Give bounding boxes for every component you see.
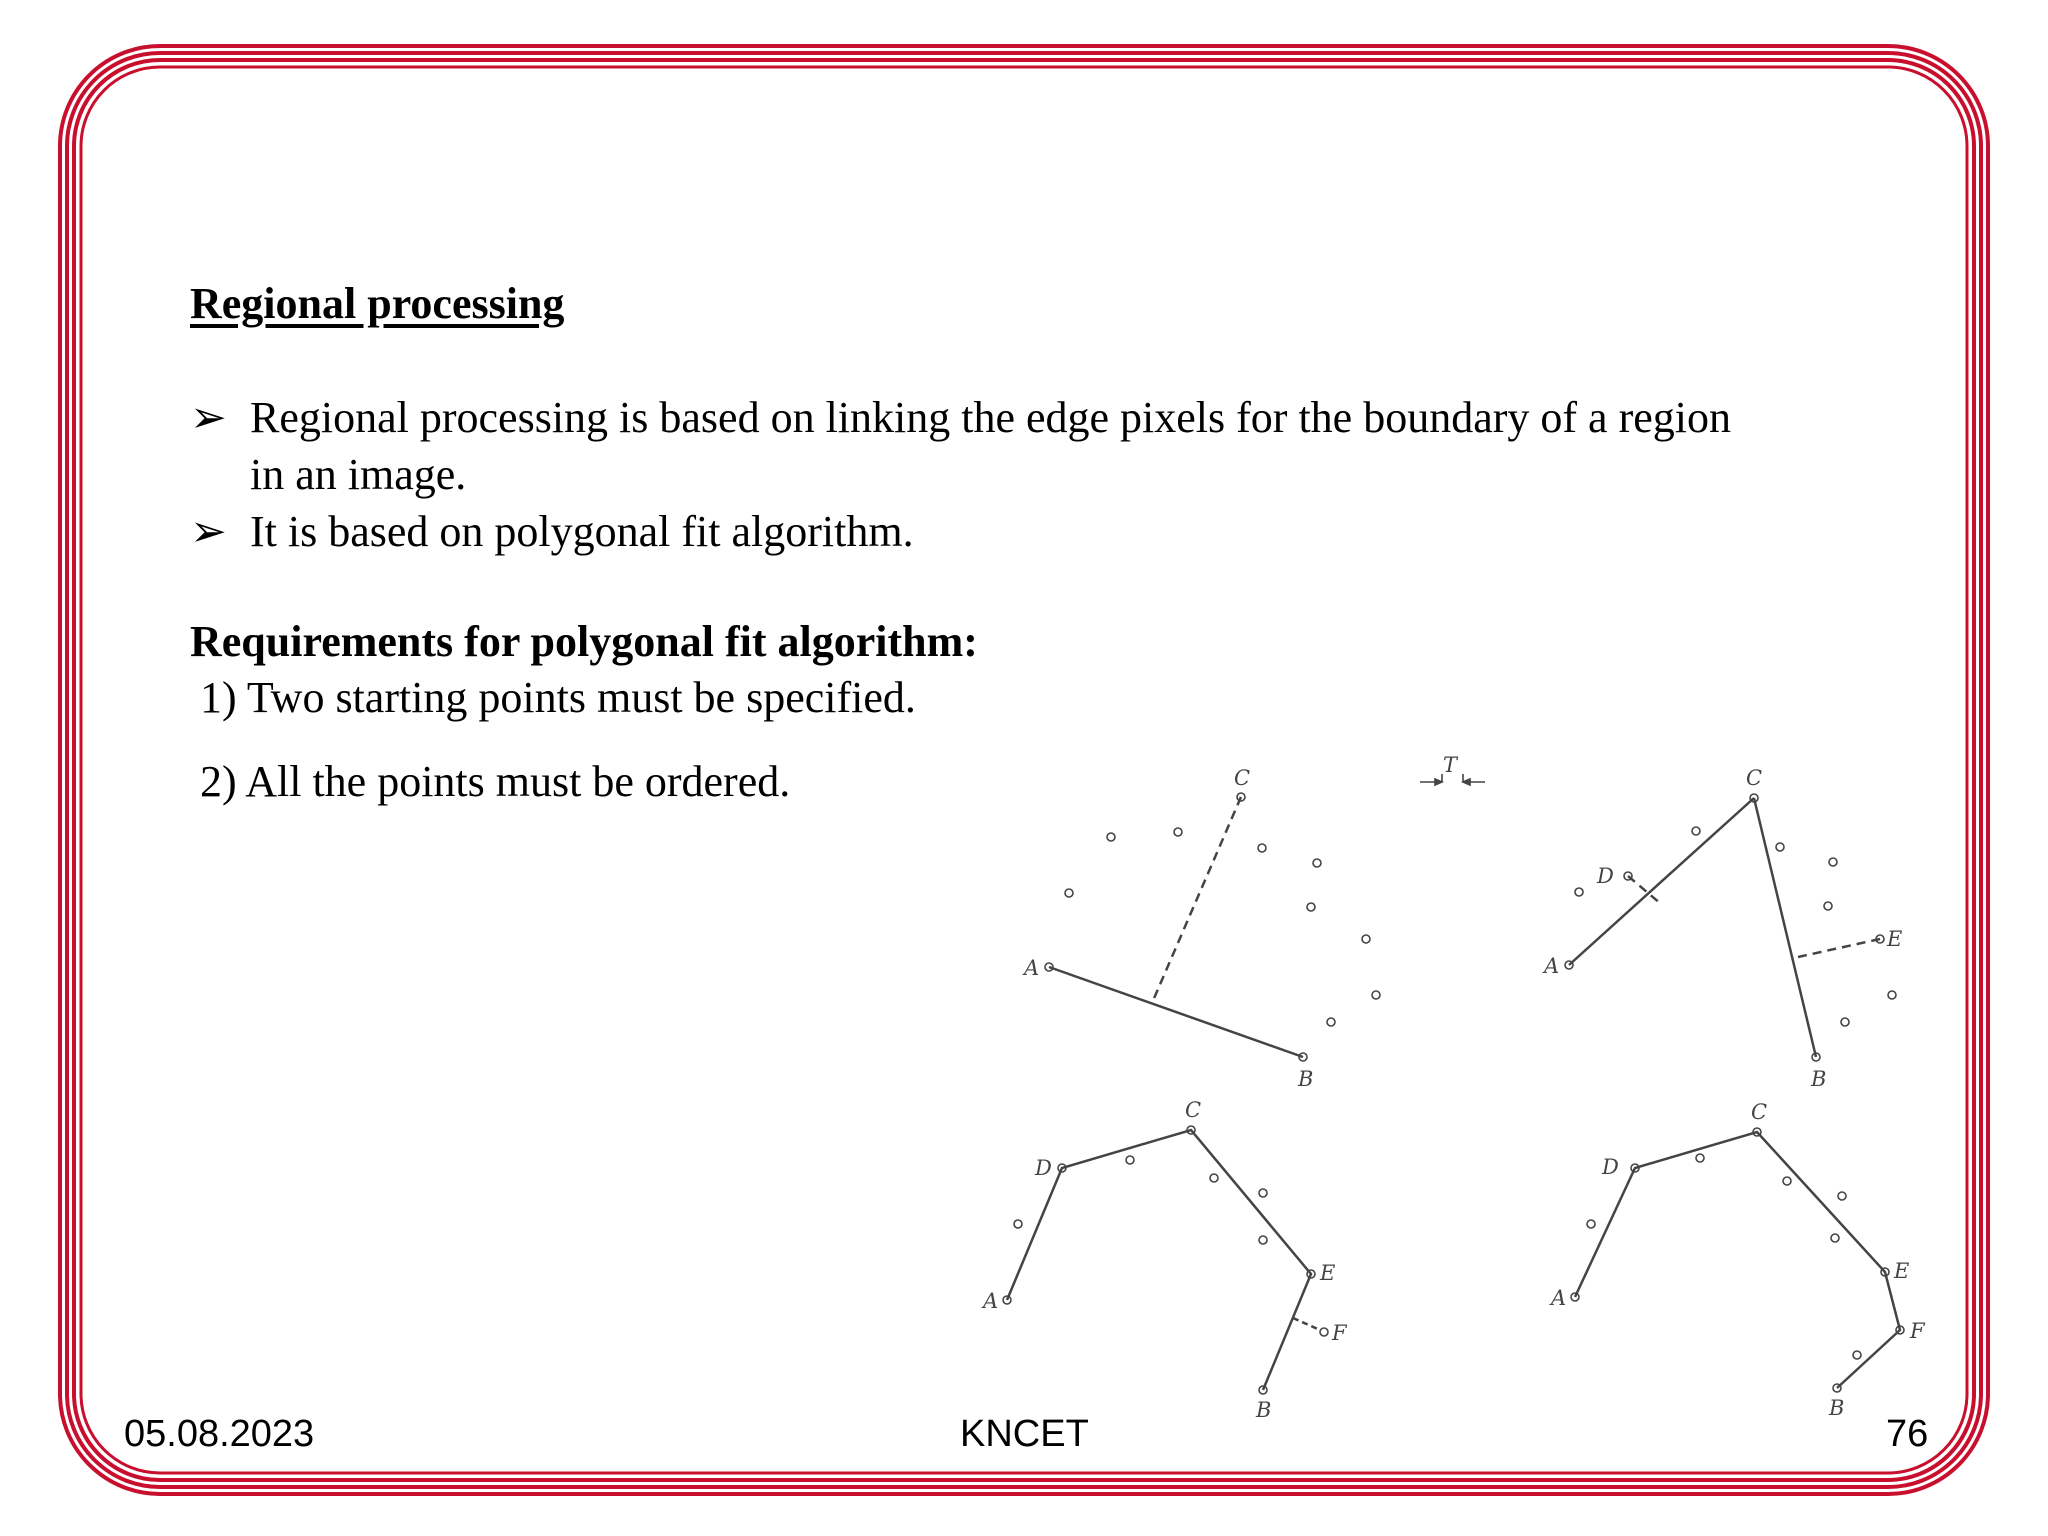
- svg-text:F: F: [1910, 1319, 1925, 1343]
- svg-text:E: E: [1887, 927, 1903, 951]
- svg-text:B: B: [1811, 1067, 1827, 1091]
- svg-text:E: E: [1894, 1259, 1910, 1283]
- svg-text:A: A: [983, 1289, 999, 1313]
- svg-text:A: A: [1551, 1286, 1567, 1310]
- arrow-bullet-icon: ➢: [190, 507, 227, 556]
- svg-text:D: D: [1597, 864, 1614, 888]
- svg-text:C: C: [1751, 1100, 1768, 1124]
- requirement-item: 2) All the points must be ordered.: [200, 757, 791, 806]
- bullet-text-line: in an image.: [250, 450, 467, 499]
- svg-text:B: B: [1829, 1396, 1845, 1420]
- diagram-panel-1: [1045, 793, 1380, 1061]
- diagram-panel-4: [1571, 1128, 1904, 1392]
- bullet-item: [190, 389, 1950, 503]
- arrow-bullet-icon: ➢: [190, 393, 227, 442]
- svg-text:C: C: [1185, 1098, 1202, 1122]
- data-point-markers: [1045, 793, 1380, 1061]
- data-point-markers: [1571, 1128, 1904, 1392]
- point-labels: [981, 753, 1926, 1422]
- footer-date: 05.08.2023: [124, 1413, 315, 1455]
- svg-text:D: D: [1602, 1155, 1619, 1179]
- svg-text:T: T: [1443, 753, 1458, 777]
- data-point-markers: [1565, 794, 1896, 1061]
- svg-text:A: A: [1024, 956, 1040, 980]
- diagram-panel-2: [1565, 794, 1896, 1061]
- bullet-text-line: It is based on polygonal fit algorithm.: [250, 507, 914, 556]
- footer-organization: KNCET: [960, 1413, 1089, 1455]
- svg-text:B: B: [1256, 1398, 1272, 1422]
- polygonal-fit-diagram: [980, 750, 1940, 1430]
- svg-text:C: C: [1746, 766, 1763, 790]
- svg-text:D: D: [1035, 1156, 1052, 1180]
- slide-title: Regional processing: [190, 279, 565, 328]
- svg-text:B: B: [1298, 1067, 1314, 1091]
- requirement-item: 1) Two starting points must be specified.: [200, 673, 916, 722]
- requirements-heading: Requirements for polygonal fit algorithm:: [190, 617, 978, 666]
- svg-text:F: F: [1332, 1321, 1347, 1345]
- footer-page-number: 76: [1886, 1413, 1929, 1455]
- svg-text:E: E: [1320, 1261, 1336, 1285]
- bullet-item: [190, 503, 1190, 560]
- svg-text:C: C: [1234, 766, 1251, 790]
- svg-text:A: A: [1544, 954, 1560, 978]
- bullet-text-line: Regional processing is based on linking the edge pixels for the boundary of a region: [250, 393, 1731, 442]
